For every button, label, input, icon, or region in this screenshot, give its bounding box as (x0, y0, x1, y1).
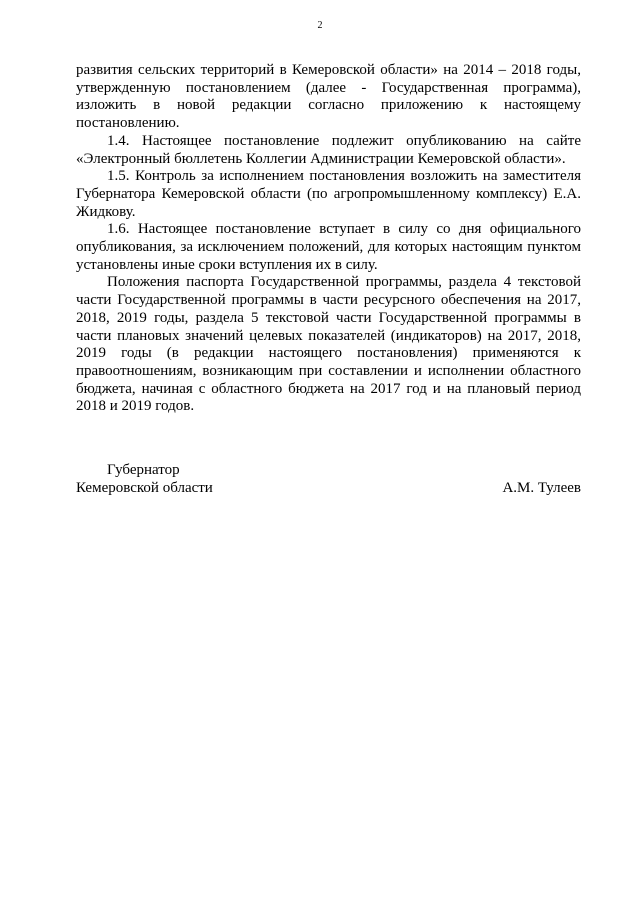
signature-region: Кемеровской области (76, 480, 213, 496)
paragraph-1-5-control: 1.5. Контроль за исполнением постановления возложить на заместителя Губернатора Кемеровской области (по агропромышленному комплексу) Е.А. Жидкову. (76, 168, 581, 220)
paragraph-program-continuation: развития сельских территорий в Кемеровской области» на 2014 – 2018 годы, утвержденную постановлением (далее - Государственная программа), изложить в новой редакции согласно приложению к настоящему постановлению. (76, 62, 581, 132)
document-body (76, 62, 581, 416)
paragraph-1-6-effective-date: 1.6. Настоящее постановление вступает в силу со дня официального опубликования, за исключением положений, для которых настоящим пунктом установлены иные сроки вступления их в силу. (76, 221, 581, 273)
signature-name: А.М. Тулеев (502, 480, 581, 496)
signature-title: Губернатор (107, 462, 180, 478)
paragraph-passport-provisions: Положения паспорта Государственной программы, раздела 4 текстовой части Государственной программы в части ресурсного обеспечения на 2017, 2018, 2019 годы, раздела 5 текстовой части Государственной программы в части плановых значений целевых показателей (индикаторов) на 2017, 2018, 2019 годы (в редакции настоящего постановления) применяются к правоотношениям, возникающим при составлении и исполнении областного бюджета, начиная с областного бюджета на 2017 год и на плановый период 2018 и 2019 годов. (76, 274, 581, 415)
paragraph-1-4-publication: 1.4. Настоящее постановление подлежит опубликованию на сайте «Электронный бюллетень Коллегии Администрации Кемеровской области». (76, 132, 581, 167)
page-number: 2 (317, 20, 323, 31)
